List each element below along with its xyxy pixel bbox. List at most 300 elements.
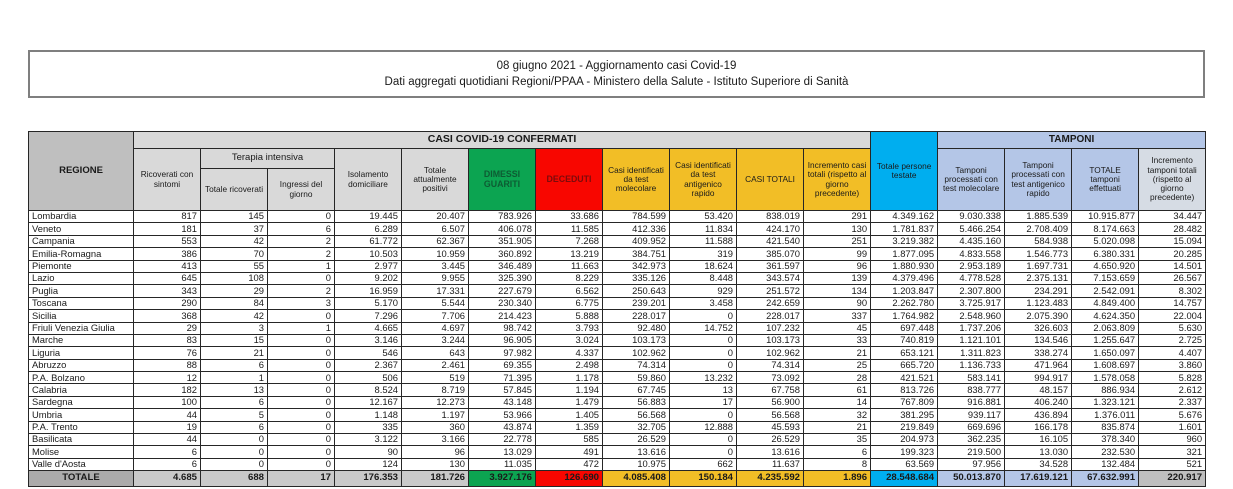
value-cell: 1.197 xyxy=(402,409,469,421)
value-cell: 653.121 xyxy=(871,347,938,359)
total-value-cell: 17 xyxy=(268,471,335,487)
value-cell: 56.883 xyxy=(603,396,670,408)
value-cell: 26.529 xyxy=(737,434,804,446)
table-body xyxy=(29,211,1206,471)
value-cell: 783.926 xyxy=(469,211,536,223)
region-name-cell: Molise xyxy=(29,446,134,458)
report-title-box xyxy=(28,50,1205,98)
value-cell: 1 xyxy=(268,260,335,272)
value-cell: 1.697.731 xyxy=(1005,260,1072,272)
region-name-cell: Piemonte xyxy=(29,260,134,272)
total-value-cell: 150.184 xyxy=(670,471,737,487)
value-cell: 0 xyxy=(670,310,737,322)
value-cell: 63.569 xyxy=(871,458,938,470)
value-cell: 4.665 xyxy=(335,322,402,334)
value-cell: 8.302 xyxy=(1139,285,1206,297)
col-header-ingressi-giorno: Ingressi del giorno xyxy=(268,169,335,211)
value-cell: 1.650.097 xyxy=(1072,347,1139,359)
value-cell: 12.273 xyxy=(402,396,469,408)
value-cell: 103.173 xyxy=(737,334,804,346)
value-cell: 0 xyxy=(268,359,335,371)
value-cell: 28.482 xyxy=(1139,223,1206,235)
col-header-tamponi-antigenico: Tamponi processati con test antigenico rapido xyxy=(1005,149,1072,211)
value-cell: 19 xyxy=(134,421,201,433)
value-cell: 5.020.098 xyxy=(1072,235,1139,247)
value-cell: 145 xyxy=(201,211,268,223)
table-row xyxy=(29,347,1206,359)
value-cell: 1.148 xyxy=(335,409,402,421)
value-cell: 3.166 xyxy=(402,434,469,446)
table-row xyxy=(29,285,1206,297)
col-header-persone-testate: Totale persone testate xyxy=(871,132,938,211)
value-cell: 9.202 xyxy=(335,272,402,284)
region-name-cell: Basilicata xyxy=(29,434,134,446)
value-cell: 546 xyxy=(335,347,402,359)
value-cell: 4.379.496 xyxy=(871,272,938,284)
value-cell: 11.035 xyxy=(469,458,536,470)
value-cell: 83 xyxy=(134,334,201,346)
value-cell: 2.542.091 xyxy=(1072,285,1139,297)
total-value-cell: 3.927.176 xyxy=(469,471,536,487)
value-cell: 130 xyxy=(402,458,469,470)
value-cell: 14.752 xyxy=(670,322,737,334)
value-cell: 15 xyxy=(201,334,268,346)
table-row xyxy=(29,322,1206,334)
covid-data-table xyxy=(28,131,1206,487)
value-cell: 102.962 xyxy=(603,347,670,359)
value-cell: 228.017 xyxy=(603,310,670,322)
value-cell: 291 xyxy=(804,211,871,223)
value-cell: 0 xyxy=(268,409,335,421)
value-cell: 2 xyxy=(268,248,335,260)
value-cell: 2.375.131 xyxy=(1005,272,1072,284)
value-cell: 227.679 xyxy=(469,285,536,297)
value-cell: 1.123.483 xyxy=(1005,297,1072,309)
value-cell: 343.574 xyxy=(737,272,804,284)
value-cell: 0 xyxy=(268,434,335,446)
value-cell: 11.663 xyxy=(536,260,603,272)
value-cell: 4.833.558 xyxy=(938,248,1005,260)
value-cell: 7.153.659 xyxy=(1072,272,1139,284)
value-cell: 21 xyxy=(804,421,871,433)
value-cell: 290 xyxy=(134,297,201,309)
value-cell: 44 xyxy=(134,434,201,446)
col-header-totale-ricoverati: Totale ricoverati xyxy=(201,169,268,211)
value-cell: 1.877.095 xyxy=(871,248,938,260)
value-cell: 98.742 xyxy=(469,322,536,334)
value-cell: 13.616 xyxy=(737,446,804,458)
value-cell: 228.017 xyxy=(737,310,804,322)
value-cell: 13.219 xyxy=(536,248,603,260)
value-cell: 108 xyxy=(201,272,268,284)
value-cell: 8 xyxy=(804,458,871,470)
value-cell: 56.568 xyxy=(737,409,804,421)
value-cell: 436.894 xyxy=(1005,409,1072,421)
value-cell: 11.834 xyxy=(670,223,737,235)
region-name-cell: P.A. Bolzano xyxy=(29,372,134,384)
value-cell: 8.524 xyxy=(335,384,402,396)
value-cell: 107.232 xyxy=(737,322,804,334)
value-cell: 0 xyxy=(268,347,335,359)
col-header-casi-antigenico: Casi identificati da test antigenico rapido xyxy=(670,149,737,211)
table-row xyxy=(29,372,1206,384)
region-name-cell: Lazio xyxy=(29,272,134,284)
value-cell: 12 xyxy=(134,372,201,384)
table-row xyxy=(29,223,1206,235)
value-cell: 0 xyxy=(268,310,335,322)
value-cell: 0 xyxy=(268,384,335,396)
value-cell: 994.917 xyxy=(1005,372,1072,384)
value-cell: 3.725.917 xyxy=(938,297,1005,309)
value-cell: 3.244 xyxy=(402,334,469,346)
value-cell: 13 xyxy=(670,384,737,396)
value-cell: 42 xyxy=(201,310,268,322)
value-cell: 2.337 xyxy=(1139,396,1206,408)
value-cell: 2.075.390 xyxy=(1005,310,1072,322)
value-cell: 584.938 xyxy=(1005,235,1072,247)
value-cell: 472 xyxy=(536,458,603,470)
value-cell: 2.612 xyxy=(1139,384,1206,396)
value-cell: 182 xyxy=(134,384,201,396)
value-cell: 100 xyxy=(134,396,201,408)
value-cell: 88 xyxy=(134,359,201,371)
value-cell: 96.905 xyxy=(469,334,536,346)
value-cell: 18.624 xyxy=(670,260,737,272)
region-name-cell: Friuli Venezia Giulia xyxy=(29,322,134,334)
table-row xyxy=(29,458,1206,470)
value-cell: 3.146 xyxy=(335,334,402,346)
value-cell: 29 xyxy=(134,322,201,334)
value-cell: 2.725 xyxy=(1139,334,1206,346)
value-cell: 99 xyxy=(804,248,871,260)
value-cell: 6 xyxy=(201,421,268,433)
value-cell: 886.934 xyxy=(1072,384,1139,396)
value-cell: 32 xyxy=(804,409,871,421)
value-cell: 335.126 xyxy=(603,272,670,284)
value-cell: 321 xyxy=(1139,446,1206,458)
value-cell: 59.860 xyxy=(603,372,670,384)
col-header-deceduti: DECEDUTI xyxy=(536,149,603,211)
table-footer xyxy=(29,471,1206,487)
value-cell: 0 xyxy=(268,211,335,223)
value-cell: 835.874 xyxy=(1072,421,1139,433)
value-cell: 6.507 xyxy=(402,223,469,235)
value-cell: 10.503 xyxy=(335,248,402,260)
value-cell: 1.885.539 xyxy=(1005,211,1072,223)
value-cell: 214.423 xyxy=(469,310,536,322)
value-cell: 17.331 xyxy=(402,285,469,297)
value-cell: 2.498 xyxy=(536,359,603,371)
value-cell: 11.588 xyxy=(670,235,737,247)
value-cell: 406.240 xyxy=(1005,396,1072,408)
value-cell: 406.078 xyxy=(469,223,536,235)
value-cell: 102.962 xyxy=(737,347,804,359)
region-name-cell: Liguria xyxy=(29,347,134,359)
value-cell: 471.964 xyxy=(1005,359,1072,371)
value-cell: 45.593 xyxy=(737,421,804,433)
value-cell: 6 xyxy=(804,446,871,458)
value-cell: 1.608.697 xyxy=(1072,359,1139,371)
value-cell: 33.686 xyxy=(536,211,603,223)
value-cell: 13.232 xyxy=(670,372,737,384)
total-value-cell: 1.896 xyxy=(804,471,871,487)
value-cell: 251.572 xyxy=(737,285,804,297)
value-cell: 412.336 xyxy=(603,223,670,235)
value-cell: 74.314 xyxy=(603,359,670,371)
value-cell: 7.268 xyxy=(536,235,603,247)
value-cell: 3.445 xyxy=(402,260,469,272)
value-cell: 22.004 xyxy=(1139,310,1206,322)
col-header-totale-tamponi: TOTALE tamponi effettuati xyxy=(1072,149,1139,211)
value-cell: 1.479 xyxy=(536,396,603,408)
value-cell: 219.500 xyxy=(938,446,1005,458)
value-cell: 4.435.160 xyxy=(938,235,1005,247)
region-name-cell: Marche xyxy=(29,334,134,346)
value-cell: 4.697 xyxy=(402,322,469,334)
value-cell: 96 xyxy=(402,446,469,458)
report-subtitle: Dati aggregati quotidiani Regioni/PPAA - Ministero della Salute - Istituto Superiore di Sanità xyxy=(384,76,849,88)
value-cell: 232.530 xyxy=(1072,446,1139,458)
value-cell: 34.447 xyxy=(1139,211,1206,223)
value-cell: 3.860 xyxy=(1139,359,1206,371)
total-row xyxy=(29,471,1206,487)
total-value-cell: 67.632.991 xyxy=(1072,471,1139,487)
value-cell: 1.601 xyxy=(1139,421,1206,433)
value-cell: 20.407 xyxy=(402,211,469,223)
value-cell: 53.420 xyxy=(670,211,737,223)
value-cell: 29 xyxy=(201,285,268,297)
value-cell: 16.105 xyxy=(1005,434,1072,446)
value-cell: 421.521 xyxy=(871,372,938,384)
value-cell: 0 xyxy=(670,347,737,359)
value-cell: 44 xyxy=(134,409,201,421)
value-cell: 250.643 xyxy=(603,285,670,297)
value-cell: 3 xyxy=(268,297,335,309)
value-cell: 583.141 xyxy=(938,372,1005,384)
value-cell: 669.696 xyxy=(938,421,1005,433)
value-cell: 381.295 xyxy=(871,409,938,421)
value-cell: 1.578.058 xyxy=(1072,372,1139,384)
value-cell: 4.349.162 xyxy=(871,211,938,223)
value-cell: 2.977 xyxy=(335,260,402,272)
region-name-cell: Toscana xyxy=(29,297,134,309)
value-cell: 0 xyxy=(201,434,268,446)
region-name-cell: P.A. Trento xyxy=(29,421,134,433)
value-cell: 17 xyxy=(670,396,737,408)
value-cell: 242.659 xyxy=(737,297,804,309)
value-cell: 5.544 xyxy=(402,297,469,309)
total-value-cell: 4.685 xyxy=(134,471,201,487)
value-cell: 13.029 xyxy=(469,446,536,458)
value-cell: 960 xyxy=(1139,434,1206,446)
region-name-cell: Puglia xyxy=(29,285,134,297)
group-header-casi-confermati: CASI COVID-19 CONFERMATI xyxy=(134,132,871,149)
value-cell: 96 xyxy=(804,260,871,272)
value-cell: 1.323.121 xyxy=(1072,396,1139,408)
value-cell: 10.959 xyxy=(402,248,469,260)
value-cell: 506 xyxy=(335,372,402,384)
value-cell: 45 xyxy=(804,322,871,334)
table-row xyxy=(29,396,1206,408)
value-cell: 0 xyxy=(670,434,737,446)
value-cell: 43.874 xyxy=(469,421,536,433)
value-cell: 6.562 xyxy=(536,285,603,297)
value-cell: 9.030.338 xyxy=(938,211,1005,223)
value-cell: 6.380.331 xyxy=(1072,248,1139,260)
value-cell: 181 xyxy=(134,223,201,235)
value-cell: 6 xyxy=(201,359,268,371)
total-value-cell: 4.235.592 xyxy=(737,471,804,487)
col-header-casi-molecolare: Casi identificati da test molecolare xyxy=(603,149,670,211)
table-row xyxy=(29,211,1206,223)
value-cell: 2.307.800 xyxy=(938,285,1005,297)
value-cell: 1.546.773 xyxy=(1005,248,1072,260)
value-cell: 4.624.350 xyxy=(1072,310,1139,322)
value-cell: 2 xyxy=(268,285,335,297)
group-header-terapia-intensiva: Terapia intensiva xyxy=(201,149,335,169)
value-cell: 7.296 xyxy=(335,310,402,322)
value-cell: 421.540 xyxy=(737,235,804,247)
value-cell: 1.203.847 xyxy=(871,285,938,297)
table-row xyxy=(29,409,1206,421)
value-cell: 337 xyxy=(804,310,871,322)
value-cell: 92.480 xyxy=(603,322,670,334)
value-cell: 76 xyxy=(134,347,201,359)
value-cell: 1 xyxy=(201,372,268,384)
total-value-cell: 220.917 xyxy=(1139,471,1206,487)
region-name-cell: Campania xyxy=(29,235,134,247)
value-cell: 1.194 xyxy=(536,384,603,396)
value-cell: 645 xyxy=(134,272,201,284)
value-cell: 360 xyxy=(402,421,469,433)
table-row xyxy=(29,248,1206,260)
value-cell: 2.953.189 xyxy=(938,260,1005,272)
value-cell: 56.568 xyxy=(603,409,670,421)
value-cell: 8.174.663 xyxy=(1072,223,1139,235)
col-header-casi-totali: CASI TOTALI xyxy=(737,149,804,211)
value-cell: 319 xyxy=(670,248,737,260)
value-cell: 386 xyxy=(134,248,201,260)
value-cell: 90 xyxy=(335,446,402,458)
value-cell: 56.900 xyxy=(737,396,804,408)
value-cell: 2.262.780 xyxy=(871,297,938,309)
value-cell: 346.489 xyxy=(469,260,536,272)
value-cell: 361.597 xyxy=(737,260,804,272)
value-cell: 71.395 xyxy=(469,372,536,384)
value-cell: 1.255.647 xyxy=(1072,334,1139,346)
value-cell: 43.148 xyxy=(469,396,536,408)
value-cell: 0 xyxy=(201,458,268,470)
value-cell: 4.337 xyxy=(536,347,603,359)
value-cell: 838.777 xyxy=(938,384,1005,396)
value-cell: 491 xyxy=(536,446,603,458)
region-name-cell: Veneto xyxy=(29,223,134,235)
value-cell: 585 xyxy=(536,434,603,446)
value-cell: 325.390 xyxy=(469,272,536,284)
value-cell: 5.676 xyxy=(1139,409,1206,421)
value-cell: 61 xyxy=(804,384,871,396)
table-row xyxy=(29,272,1206,284)
region-name-cell: Sardegna xyxy=(29,396,134,408)
value-cell: 8.719 xyxy=(402,384,469,396)
value-cell: 813.726 xyxy=(871,384,938,396)
total-value-cell: 50.013.870 xyxy=(938,471,1005,487)
value-cell: 13.616 xyxy=(603,446,670,458)
total-value-cell: 28.548.684 xyxy=(871,471,938,487)
value-cell: 3.793 xyxy=(536,322,603,334)
value-cell: 70 xyxy=(201,248,268,260)
value-cell: 124 xyxy=(335,458,402,470)
value-cell: 0 xyxy=(268,446,335,458)
value-cell: 378.340 xyxy=(1072,434,1139,446)
value-cell: 33 xyxy=(804,334,871,346)
value-cell: 9.955 xyxy=(402,272,469,284)
value-cell: 3 xyxy=(201,322,268,334)
total-label-cell: TOTALE xyxy=(29,471,134,487)
region-name-cell: Abruzzo xyxy=(29,359,134,371)
table-row xyxy=(29,359,1206,371)
value-cell: 424.170 xyxy=(737,223,804,235)
value-cell: 5 xyxy=(201,409,268,421)
region-name-cell: Lombardia xyxy=(29,211,134,223)
value-cell: 4.849.400 xyxy=(1072,297,1139,309)
value-cell: 4.407 xyxy=(1139,347,1206,359)
value-cell: 1.178 xyxy=(536,372,603,384)
value-cell: 34.528 xyxy=(1005,458,1072,470)
value-cell: 3.219.382 xyxy=(871,235,938,247)
value-cell: 0 xyxy=(201,446,268,458)
value-cell: 199.323 xyxy=(871,446,938,458)
table-row xyxy=(29,434,1206,446)
value-cell: 48.157 xyxy=(1005,384,1072,396)
table-row xyxy=(29,297,1206,309)
value-cell: 4.778.528 xyxy=(938,272,1005,284)
value-cell: 234.291 xyxy=(1005,285,1072,297)
value-cell: 643 xyxy=(402,347,469,359)
value-cell: 74.314 xyxy=(737,359,804,371)
value-cell: 5.630 xyxy=(1139,322,1206,334)
value-cell: 553 xyxy=(134,235,201,247)
value-cell: 26.567 xyxy=(1139,272,1206,284)
value-cell: 2.461 xyxy=(402,359,469,371)
value-cell: 697.448 xyxy=(871,322,938,334)
value-cell: 69.355 xyxy=(469,359,536,371)
value-cell: 130 xyxy=(804,223,871,235)
value-cell: 32.705 xyxy=(603,421,670,433)
value-cell: 0 xyxy=(268,458,335,470)
value-cell: 251 xyxy=(804,235,871,247)
value-cell: 1.764.982 xyxy=(871,310,938,322)
value-cell: 5.170 xyxy=(335,297,402,309)
value-cell: 90 xyxy=(804,297,871,309)
value-cell: 5.828 xyxy=(1139,372,1206,384)
value-cell: 13 xyxy=(201,384,268,396)
value-cell: 1.376.011 xyxy=(1072,409,1139,421)
value-cell: 62.367 xyxy=(402,235,469,247)
value-cell: 22.778 xyxy=(469,434,536,446)
group-header-tamponi: TAMPONI xyxy=(938,132,1206,149)
value-cell: 134.546 xyxy=(1005,334,1072,346)
value-cell: 55 xyxy=(201,260,268,272)
value-cell: 1.781.837 xyxy=(871,223,938,235)
value-cell: 916.881 xyxy=(938,396,1005,408)
col-header-incremento-tamponi: Incremento tamponi totali (rispetto al giorno precedente) xyxy=(1139,149,1206,211)
value-cell: 16.959 xyxy=(335,285,402,297)
value-cell: 14 xyxy=(804,396,871,408)
value-cell: 166.178 xyxy=(1005,421,1072,433)
value-cell: 26.529 xyxy=(603,434,670,446)
value-cell: 817 xyxy=(134,211,201,223)
